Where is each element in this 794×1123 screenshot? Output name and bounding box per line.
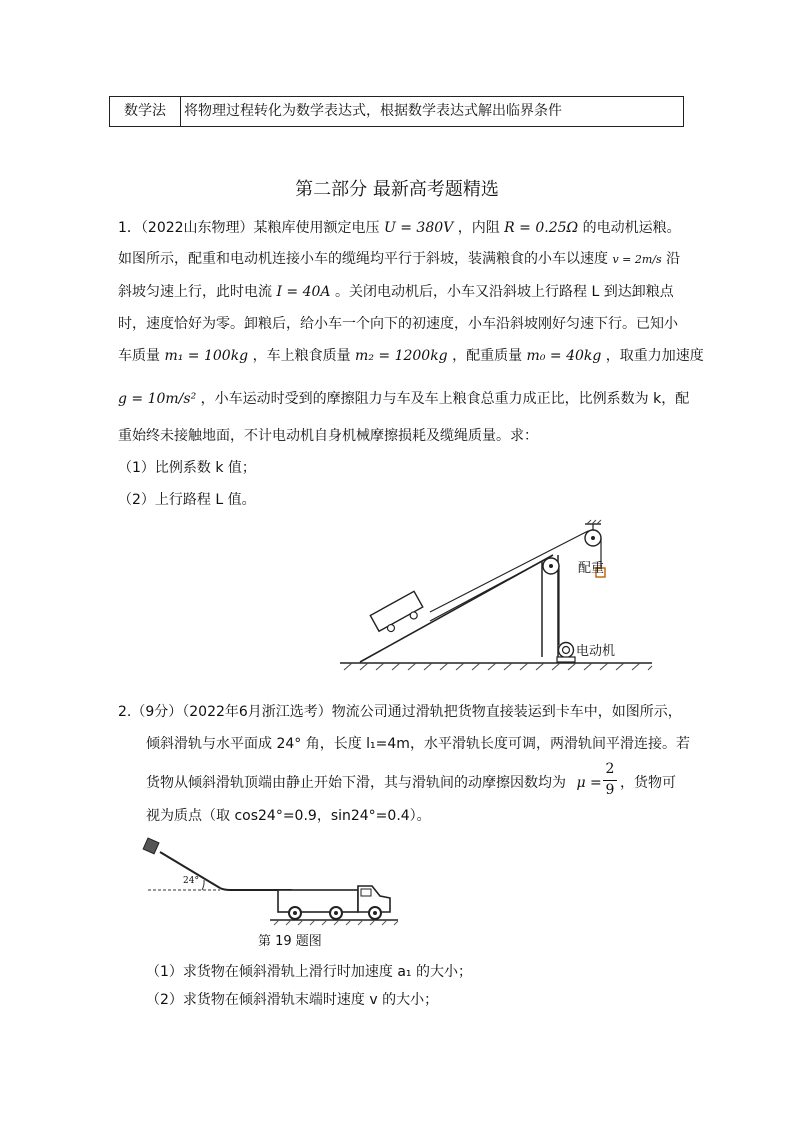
fraction-denominator: 9 <box>603 780 617 799</box>
q2-slide-figure <box>140 830 400 930</box>
q1-sub-question-1: （1）比例系数 k 值； <box>118 460 256 476</box>
q1-resistance: R = 0.25Ω <box>504 220 579 236</box>
angle-label: 24° <box>183 876 199 886</box>
method-table <box>109 96 684 127</box>
q1-line-6 <box>118 389 689 409</box>
q1-line-1 <box>118 218 681 238</box>
q1-text: ，车上粮食质量 <box>252 348 351 364</box>
motor-base <box>557 657 575 662</box>
q2-sub-question-2: （2）求货物在倾斜滑轨末端时速度 v 的大小； <box>146 992 439 1008</box>
q1-text: 1．（2022山东物理）某粮库使用额定电压 <box>118 220 380 236</box>
q1-grain-mass: m₂ = 1200kg <box>355 348 448 364</box>
q2-line-3 <box>146 773 602 793</box>
fraction-numerator: 2 <box>605 761 615 777</box>
q1-text: ，内阻 <box>457 220 500 236</box>
q1-line-7: 重始终未接触地面，不计电动机自身机械摩擦损耗及缆绳质量。求： <box>118 428 538 444</box>
q1-line-5 <box>118 346 704 366</box>
q1-current: I = 40A <box>276 284 331 300</box>
truck-window <box>361 889 371 896</box>
q1-line-2 <box>118 249 680 270</box>
q1-voltage: U = 380V <box>384 220 454 236</box>
q1-text: 沿 <box>666 251 681 267</box>
q1-line-3 <box>118 282 674 302</box>
q1-gravity: g = 10m/s² <box>118 391 197 407</box>
q1-text: 。关闭电动机后，小车又沿斜坡上行路程 L 到达卸粮点 <box>335 284 674 300</box>
q1-text: 车质量 <box>118 348 160 364</box>
q2-fraction <box>603 760 617 799</box>
q1-text: ，配重质量 <box>452 348 523 364</box>
q1-text: ，取重力加速度 <box>605 348 704 364</box>
q2-sub-question-1: （1）求货物在倾斜滑轨上滑行时加速度 a₁ 的大小； <box>146 964 472 980</box>
q2-text: 货物从倾斜滑轨顶端由静止开始下滑，其与滑轨间的动摩擦因数均为 <box>146 775 566 791</box>
road-hatch <box>274 920 398 925</box>
figure-caption: 第 19 题图 <box>258 934 322 949</box>
q1-text: 斜坡匀速上行，此时电流 <box>118 284 272 300</box>
q2-friction-coefficient: μ = <box>576 775 602 791</box>
q1-speed: v = 2m/s <box>612 253 662 266</box>
lower-pulley-axle <box>549 564 553 568</box>
method-name: 数学法 <box>110 97 181 126</box>
counterweight-label: 配重 <box>578 561 605 576</box>
cable-to-motor <box>430 560 544 621</box>
angle-arc <box>202 880 204 890</box>
q1-sub-question-2: （2）上行路程 L 值。 <box>118 492 256 508</box>
q2-line-1: 2.（9分）（2022年6月浙江选考）物流公司通过滑轨把货物直接装运到卡车中，如图所示， <box>118 704 682 720</box>
cable-to-counterweight <box>430 531 588 612</box>
q2-line-2: 倾斜滑轨与水平面成 24° 角，长度 l₁=4m，水平滑轨长度可调，两滑轨间平滑连接。若 <box>146 736 690 752</box>
upper-pulley-axle <box>591 536 595 540</box>
q1-text: 的电动机运粮。 <box>582 220 681 236</box>
motor-label: 电动机 <box>576 644 616 659</box>
ground-hatch <box>344 663 652 670</box>
q1-cart-mass: m₁ = 100kg <box>164 348 249 364</box>
q1-text: ，小车运动时受到的摩擦阻力与车及车上粮食总重力成正比，比例系数为 k，配 <box>200 391 690 407</box>
q2-line-4: 视为质点（取 cos24°=0.9，sin24°=0.4）。 <box>146 808 431 824</box>
method-description: 将物理过程转化为数学表达式，根据数学表达式解出临界条件 <box>184 103 562 119</box>
cargo-box <box>143 838 159 854</box>
q1-text: 如图所示，配重和电动机连接小车的缆绳均平行于斜坡，装满粮食的小车以速度 <box>118 251 608 267</box>
q2-line-3-end: ，货物可 <box>620 775 676 791</box>
section-title: 第二部分 最新高考题精选 <box>295 179 499 200</box>
q1-counterweight-mass: m₀ = 40kg <box>526 348 602 364</box>
q1-line-4: 时，速度恰好为零。卸粮后，给小车一个向下的初速度，小车沿斜坡刚好匀速下行。已知小 <box>118 316 678 332</box>
